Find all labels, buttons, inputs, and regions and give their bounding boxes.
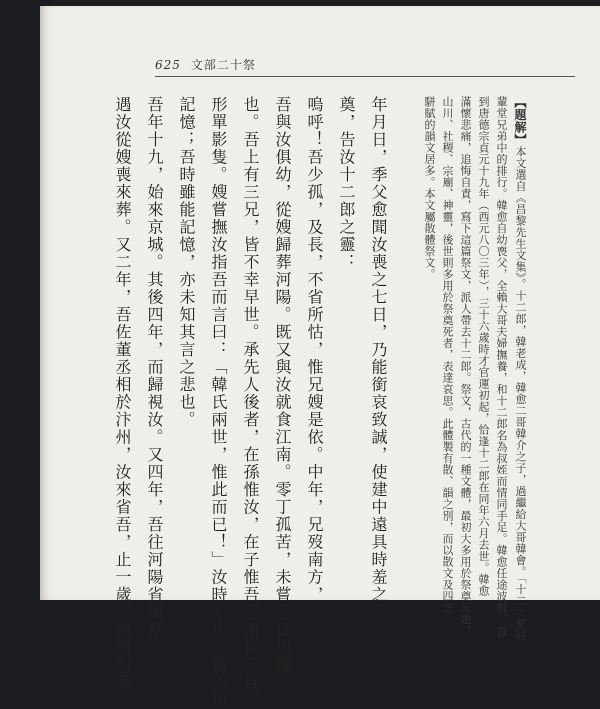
running-header (155, 56, 256, 73)
text-line: 吾與汝俱幼，從嫂歸葬河陽。既又與汝就食江南。零丁孤苦，未嘗一日相離 (273, 96, 292, 674)
text-line: 嗚呼！吾少孤，及長，不省所怙，惟兄嫂是依。中年，兄歿南方， (305, 96, 324, 604)
text-line: 也。吾上有三兄，皆不幸早世。承先人後者，在孫惟汝，在子惟吾，兩世一身， (241, 96, 260, 709)
page-number: 625 (155, 58, 181, 72)
intro-tag: 【題解】 (513, 96, 527, 146)
text-line: 遇汝從嫂喪來葬。又二年，吾佐董丞相於汴州，汝來省吾，止一歲，請歸取其 (113, 96, 132, 691)
intro-line: 輩堂兄弟中的排行。韓愈自幼喪父，全賴大哥夫婦撫養，和十二郎名為叔姪而情同手足。韓愈任途波折，直 (495, 96, 508, 637)
text-line: 形單影隻。嫂嘗撫汝指吾而言曰：「韓氏兩世，惟此而已！」汝時尤小，當不復 (209, 96, 228, 709)
text-line: 吾年十九，始來京城。其後四年，而歸視汝。又四年，吾往河陽省墳墓， (145, 96, 164, 656)
intro-line: 到唐德宗貞元十九年（西元八〇三年），三十六歲時才官運初起，恰逢十二郎在同年六月去世。韓愈 (477, 96, 490, 597)
running-title: 文部二十祭 (190, 58, 256, 72)
header-rule (155, 76, 575, 77)
intro-line: 駢賦的韻文居多。本文屬散體祭文。 (423, 96, 436, 280)
text-line: 年月日，季父愈聞汝喪之七日，乃能銜哀致誠，使建中遠具時羞之 (369, 96, 388, 604)
text-line: 記憶；吾時雖能記憶，亦未知其言之悲也。 (177, 96, 196, 429)
intro-line: 【題解】本文選自《昌黎先生文集》。十二郎，韓老成，韓愈二哥韓介之子，過繼給大哥韓會。「十二」是同 (513, 96, 527, 641)
text-line: 奠，告汝十二郎之靈： (337, 96, 356, 271)
intro-line: 山川、社稷、宗廟、神靈，後世則多用於祭奠死者，表達哀思。此體製有散、韻之別，而以散文及四言 (441, 96, 454, 614)
intro-line: 滿懷悲痛，追悔自責，寫下這篇祭文，派人帶去十二郎。祭文，古代的一種文體，最初大多用於祭奠天地、 (459, 96, 472, 637)
book-page (40, 6, 600, 709)
